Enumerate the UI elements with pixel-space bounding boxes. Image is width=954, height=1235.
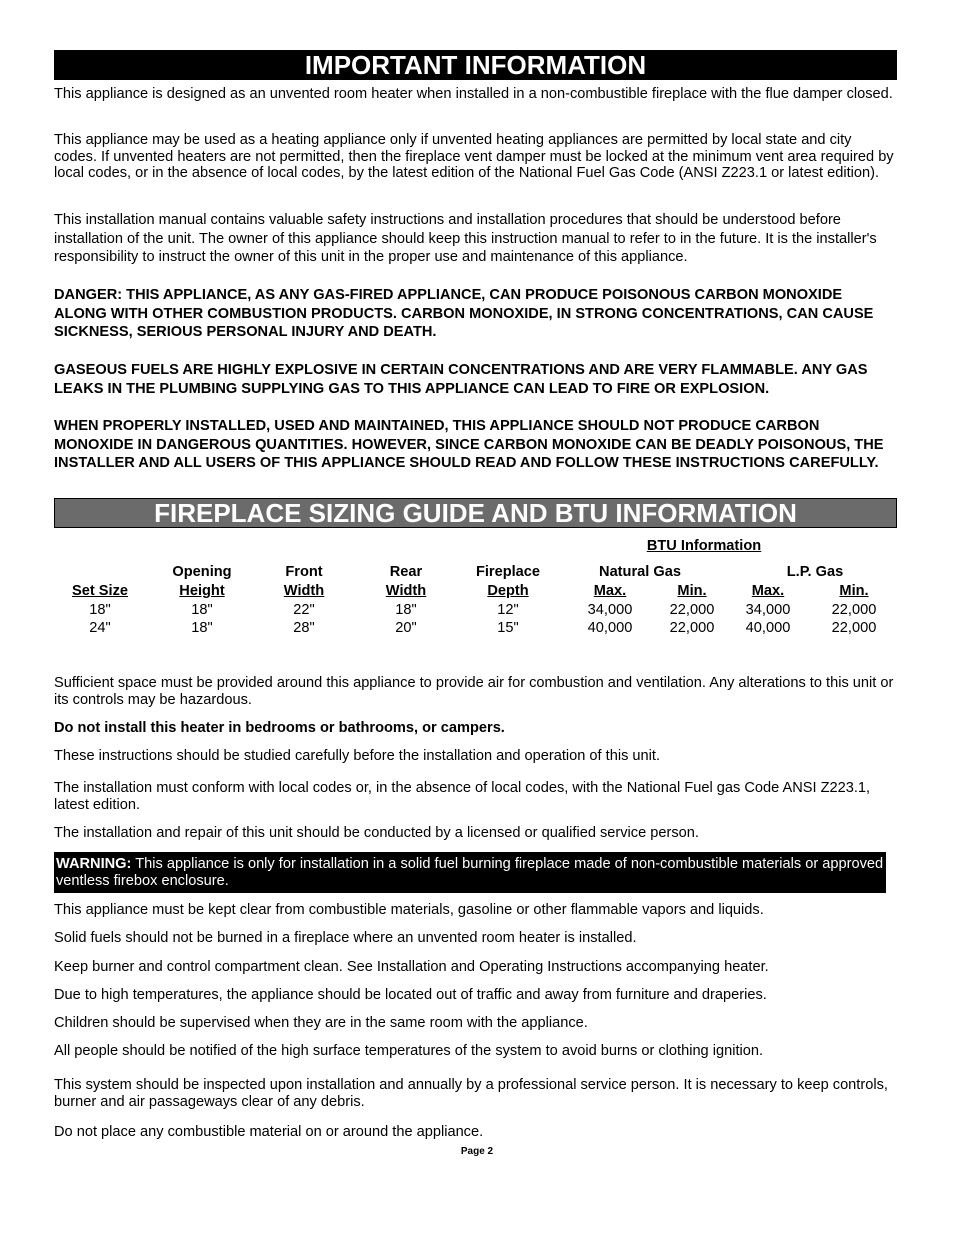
clear-paragraph: This appliance must be kept clear from combustible materials, gasoline or other flammable vapors and liquids. xyxy=(54,902,764,918)
bedrooms-warning: Do not install this heater in bedrooms or bathrooms, or campers. xyxy=(54,720,505,736)
keep-clean-paragraph: Keep burner and control compartment clean. See Installation and Operating Instructions accompanying heater. xyxy=(54,959,769,975)
table-cell: 34,000 xyxy=(745,602,791,618)
manual-paragraph: This installation manual contains valuable safety instructions and installation procedures that should be understood before installation of the unit. The owner of this appliance should keep this instruction manual to refer to in the future. It is the installer's responsibility to instruct the owner of this unit in the proper use and maintenance of this appliance. xyxy=(54,212,877,265)
code-paragraph: This appliance may be used as a heating appliance only if unvented heating appliances are permitted by local state and city codes. If unvented heaters are not permitted, then the fireplace vent damper must be locked at the minimum vent area required by local codes, or in the absence of local codes, by the latest edition of the National Fuel Gas Code (ANSI Z223.1 or latest edition). xyxy=(54,132,894,181)
table-cell: 22,000 xyxy=(831,620,877,636)
table-cell: 20" xyxy=(395,620,417,636)
table-cell: 22,000 xyxy=(669,602,715,618)
page-number: Page 2 xyxy=(460,1146,494,1157)
table-cell: 40,000 xyxy=(745,620,791,636)
table-cell: 18" xyxy=(191,602,213,618)
solid-fuels-paragraph: Solid fuels should not be burned in a fireplace where an unvented room heater is installed. xyxy=(54,930,637,946)
sizing-guide-banner: FIREPLACE SIZING GUIDE AND BTU INFORMATION xyxy=(54,498,897,528)
gaseous-fuels-paragraph: GASEOUS FUELS ARE HIGHLY EXPLOSIVE IN CERTAIN CONCENTRATIONS AND ARE VERY FLAMMABLE. ANY GAS LEAKS IN THE PLUMBING SUPPLYING GAS TO THIS APPLIANCE CAN LEAD TO FIRE OR EXPLOSION. xyxy=(54,362,868,397)
table-cell: 18" xyxy=(89,602,111,618)
opening-header: Opening xyxy=(172,564,232,580)
table-cell: 28" xyxy=(293,620,315,636)
repair-paragraph: The installation and repair of this unit should be conducted by a licensed or qualified service person. xyxy=(54,825,699,841)
table-cell: 40,000 xyxy=(587,620,633,636)
btu-information-header: BTU Information xyxy=(646,538,762,554)
warning-label: WARNING: xyxy=(56,856,132,872)
table-cell: 24" xyxy=(89,620,111,636)
warning-text: This appliance is only for installation in a solid fuel burning fireplace made of non-combustible materials or approved ventless firebox enclosure. xyxy=(56,856,884,889)
column-header-lp-gas-max: Max. xyxy=(751,583,785,599)
warning-box xyxy=(54,852,886,893)
lp-gas-header: L.P. Gas xyxy=(786,564,844,580)
table-cell: 22,000 xyxy=(831,602,877,618)
column-header-rear-width: Width xyxy=(385,583,427,599)
column-header-natural-gas-max: Max. xyxy=(593,583,627,599)
table-cell: 12" xyxy=(497,602,519,618)
natural-gas-header: Natural Gas xyxy=(599,564,681,580)
conform-paragraph: The installation must conform with local codes or, in the absence of local codes, with the National Fuel gas Code ANSI Z223.1, latest edition. xyxy=(54,780,871,813)
combustible-paragraph: Do not place any combustible material on or around the appliance. xyxy=(54,1124,484,1140)
children-paragraph: Children should be supervised when they are in the same room with the appliance. xyxy=(54,1015,588,1031)
table-cell: 34,000 xyxy=(587,602,633,618)
important-information-banner: IMPORTANT INFORMATION xyxy=(54,50,897,80)
rear-header: Rear xyxy=(389,564,423,580)
table-cell: 22" xyxy=(293,602,315,618)
table-cell: 15" xyxy=(497,620,519,636)
column-header-lp-gas-min: Min. xyxy=(839,583,869,599)
column-header-front-width: Width xyxy=(283,583,325,599)
fireplace-header: Fireplace xyxy=(475,564,541,580)
column-header-natural-gas-min: Min. xyxy=(677,583,707,599)
table-cell: 18" xyxy=(395,602,417,618)
table-cell: 18" xyxy=(191,620,213,636)
high-temperatures-paragraph: Due to high temperatures, the appliance should be located out of traffic and away from furniture and draperies. xyxy=(54,987,767,1003)
front-header: Front xyxy=(285,564,323,580)
column-header-opening-height: Height xyxy=(179,583,225,599)
danger-paragraph: DANGER: THIS APPLIANCE, AS ANY GAS-FIRED APPLIANCE, CAN PRODUCE POISONOUS CARBON MONOXIDE ALONG WITH OTHER COMBUSTION PRODUCTS. CARBON MONOXIDE, IN STRONG CONCENTRATIONS, CAN CAUSE SICKNESS, SERIOUS PERSONAL INJURY AND DEATH. xyxy=(54,287,874,340)
space-paragraph: Sufficient space must be provided around this appliance to provide air for combustion and ventilation. Any alterations to this unit or its controls may be hazardous. xyxy=(54,675,894,708)
column-header-fireplace-depth: Depth xyxy=(487,583,529,599)
table-cell: 22,000 xyxy=(669,620,715,636)
properly-installed-paragraph: WHEN PROPERLY INSTALLED, USED AND MAINTAINED, THIS APPLIANCE SHOULD NOT PRODUCE CARBON MONOXIDE IN DANGEROUS QUANTITIES. HOWEVER, SINCE CARBON MONOXIDE CAN BE DEADLY POISONOUS, THE INSTALLER AND ALL USERS OF THIS APPLIANCE SHOULD READ AND FOLLOW THESE INSTRUCTIONS CAREFULLY. xyxy=(54,418,884,471)
inspected-paragraph: This system should be inspected upon installation and annually by a professional service person. It is necessary to keep controls, burner and air passageways clear of any debris. xyxy=(54,1077,888,1110)
intro-paragraph: This appliance is designed as an unvented room heater when installed in a non-combustible fireplace with the flue damper closed. xyxy=(54,86,893,102)
people-paragraph: All people should be notified of the high surface temperatures of the system to avoid burns or clothing ignition. xyxy=(54,1043,764,1059)
column-header-set-size: Set Size xyxy=(72,583,128,599)
studied-paragraph: These instructions should be studied carefully before the installation and operation of this unit. xyxy=(54,748,661,764)
